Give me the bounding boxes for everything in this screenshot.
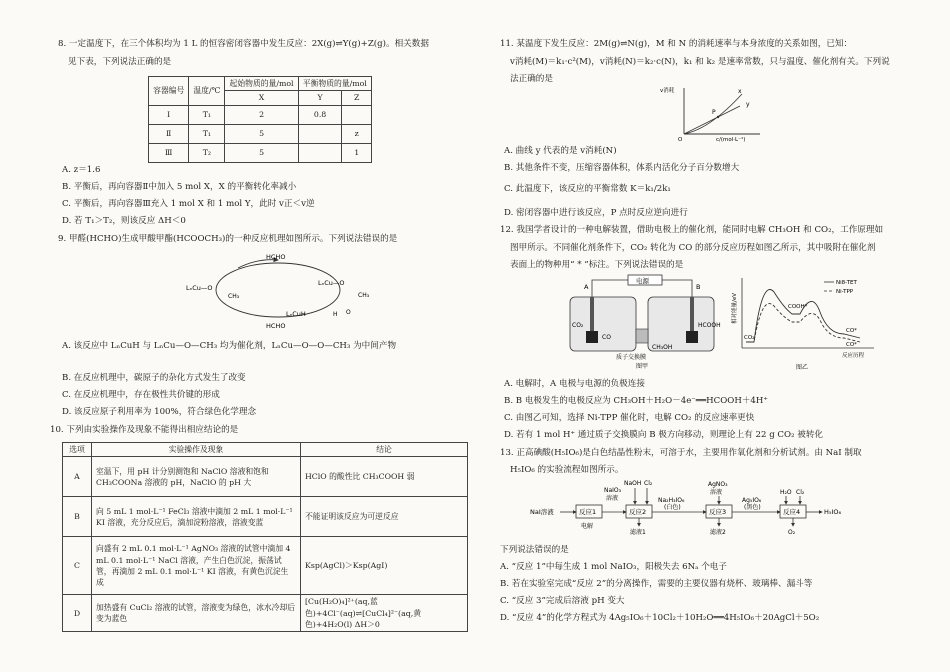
co-label: CO <box>602 334 611 341</box>
nai-label: NaI溶液 <box>530 508 554 516</box>
point-p-label: P <box>712 109 716 116</box>
q10-row-c-conclusion: Ksp(AgCl)＞Ksp(AgI) <box>301 537 468 595</box>
q13-option-c: C. “反应 3”完成后溶液 pH 变大 <box>500 596 625 606</box>
electrode-b <box>690 297 694 331</box>
q8-r3-y <box>298 143 342 162</box>
q8-th-x: X <box>225 91 298 105</box>
ch3-label-1: CH₃ <box>228 293 240 300</box>
electrode-a <box>590 297 594 331</box>
q11-option-d: D. 密闭容器中进行该反应，P 点时反应逆向进行 <box>504 208 688 218</box>
wire-left <box>592 280 628 297</box>
q8-r3-t: T₂ <box>189 143 225 162</box>
electrolysis-label: 电解 <box>581 523 594 530</box>
q12-option-b: B. B 电极发生的电极反应为 CH₃OH＋H₂O－4e⁻══HCOOH＋4H⁺ <box>504 396 768 406</box>
q8-r3-id: Ⅲ <box>149 143 189 162</box>
electrode-b-label: B <box>696 283 701 291</box>
q12-option-a: A. 电解时，A 电极与电源的负极连接 <box>504 379 645 389</box>
co2-label: CO₂ <box>572 322 584 329</box>
q10-th-key: 选项 <box>63 443 92 457</box>
q8-option-a: A. z＝1.6 <box>62 165 101 175</box>
q8-option-d: D. 若 T₁＞T₂，则该反应 ΔH＜0 <box>62 216 186 226</box>
cl2-label-2: Cl₂ <box>796 489 805 496</box>
fig2-caption: 图乙 <box>796 364 809 371</box>
q10-row-d-conclusion: [Cu(H₂O)₄]²⁺(aq,蓝色)+4Cl⁻(aq)⇌[CuCl₄]²⁻(aq,黄色)+4H₂O(l) ΔH＞0 <box>301 595 468 632</box>
hcho-top-label: HCHO <box>266 253 286 261</box>
q12-option-c: C. 由图乙可知，选择 Ni-TPP 催化时，电解 CO₂ 的反应速率更快 <box>504 413 755 423</box>
q10-row-b-conclusion: 不能证明该反应为可逆反应 <box>301 497 468 537</box>
q8-th-eq: 平衡物质的量/mol <box>298 77 371 91</box>
q10-row-c-key: C <box>63 537 92 595</box>
filtrate-1-label: 滤液1 <box>630 529 646 536</box>
hcooh-label: HCOOH <box>698 322 721 329</box>
naio3-label: NaIO₃ <box>604 487 622 494</box>
q13-sub-stem: 下列说法错误的是 <box>500 545 569 555</box>
power-label: 电源 <box>636 277 649 285</box>
cooh-star-label: COOH* <box>788 304 808 310</box>
h-label: H <box>333 311 338 318</box>
reaction-1-label: 反应1 <box>579 508 597 516</box>
q8-r1-z <box>342 105 372 124</box>
h5io6-label: H₅IO₆ <box>824 508 842 516</box>
q8-th-z: Z <box>342 91 372 105</box>
q8-r2-y <box>298 124 342 143</box>
wire-right <box>662 280 692 297</box>
q11-stem-3: 法正确的是 <box>510 74 553 84</box>
ag5io6-label: Ag₅IO₆ <box>742 497 762 504</box>
curve-y-label: y <box>746 101 750 108</box>
q12-stem-2: 图甲所示。不同催化剂条件下，CO₂ 转化为 CO 的部分反应历程如图乙所示，其中吸附在催化剂 <box>510 243 876 253</box>
co-star-label-1: CO* <box>846 328 857 334</box>
q10-row-d-op: 加热盛有 CuCl₂ 溶液的试管，溶液变为绿色，冰水冷却后变为蓝色 <box>92 595 301 632</box>
q11-option-b: B. 其他条件不变，压缩容器体积，体系内活化分子百分数增大 <box>504 163 740 173</box>
curve-ni8-tet <box>746 289 860 342</box>
q12-figure-energy <box>728 272 878 372</box>
q8-th-y: Y <box>298 91 342 105</box>
legend-ni8-tet: Ni8-TET <box>836 280 857 286</box>
q13-option-b: B. 若在实验室完成“反应 2”的分离操作，需要的主要仪器有烧杯、玻璃棒、漏斗等 <box>500 579 813 589</box>
q8-r1-id: Ⅰ <box>149 105 189 124</box>
ch3oh-label: CH₃OH <box>652 344 673 351</box>
filtrate-2-label: 滤液2 <box>710 529 726 536</box>
q8-table <box>148 76 372 163</box>
q13-option-a: A. “反应 1”中每生成 1 mol NaIO₃，阳极失去 6Nₐ 个电子 <box>500 562 727 572</box>
q9-stem: 9. 甲醛(HCHO)生成甲酸甲酯(HCOOCH₃)的一种反应机理如图所示。下列说法错误的是 <box>58 234 398 244</box>
q8-r3-z: 1 <box>342 143 372 162</box>
q8-r1-y: 0.8 <box>298 105 342 124</box>
hcho-bottom-label: HCHO <box>266 322 286 330</box>
q8-r2-t: T₁ <box>189 124 225 143</box>
q12-option-d: D. 若有 1 mol H⁺ 通过质子交换膜向 B 极方向移动，则理论上有 22 g CO₂ 被转化 <box>504 430 824 440</box>
q8-option-b: B. 平衡后，再向容器Ⅱ中加入 5 mol X，X 的平衡转化率减小 <box>62 182 297 192</box>
electrode-a-label: A <box>584 283 589 291</box>
q8-r2-x: 5 <box>225 124 298 143</box>
q8-r1-t: T₁ <box>189 105 225 124</box>
na2h3io6-label: Na₂H₃IO₆ <box>658 497 685 504</box>
q12-figure-electrolysis <box>562 273 732 369</box>
curve-x-label: x <box>738 88 742 95</box>
q10-row-a-op: 室温下，用 pH 计分别测饱和 NaClO 溶液和饱和 CH₃COONa 溶液的 pH，NaClO 的 pH 大 <box>92 457 301 497</box>
fig1-caption: 图甲 <box>636 363 649 369</box>
q12-stem-1: 12. 我国学者设计的一种电解装置，借助电极上的催化剂，能同时电解 CH₃OH 和 CO₂，工作原理如 <box>500 225 884 235</box>
lncu-o-label: LₙCu—O <box>186 284 213 292</box>
q9-option-b: B. 在反应机理中，碳原子的杂化方式发生了改变 <box>62 373 246 383</box>
origin-label: O <box>678 137 683 142</box>
q10-row-a-conclusion: HClO 的酸性比 CH₃COOH 弱 <box>301 457 468 497</box>
energy-xlabel: 反应历程 <box>842 353 865 359</box>
q9-option-a: A. 该反应中 LₙCuH 与 LₙCu—O—CH₃ 均为催化剂，LₙCu—O—O—CH₃ 为中间产物 <box>62 341 397 351</box>
q11-rate-graph <box>660 84 770 142</box>
black-label: (黑色) <box>744 504 761 511</box>
agno3-solution-label: 溶液 <box>710 489 723 496</box>
o-label: O <box>346 309 351 316</box>
cycle-ellipse <box>216 263 340 317</box>
lncu-o-o-label: LₙCu—O <box>318 279 345 287</box>
agno3-label: AgNO₃ <box>708 481 728 488</box>
co-star-label-2: CO* <box>846 342 857 348</box>
naio3-solution-label: 溶液 <box>606 495 619 502</box>
electrode-b-plate <box>686 331 698 343</box>
lncuh-label: LₙCuH <box>286 310 306 318</box>
q9-option-d: D. 该反应原子利用率为 100%，符合绿色化学理念 <box>62 407 257 417</box>
q12-stem-3: 表面上的物种用“ * ”标注。下列说法错误的是 <box>510 260 684 270</box>
q11-option-c: C. 此温度下，该反应的平衡常数 K＝k₁/2k₁ <box>504 184 671 194</box>
ch3-label-2: CH₃ <box>358 292 370 299</box>
q10-th-op: 实验操作及现象 <box>92 443 301 457</box>
proton-exchange-membrane <box>636 329 648 343</box>
q10-table <box>62 442 468 632</box>
q10-th-conclusion: 结论 <box>301 443 468 457</box>
legend-ni-tpp: Ni-TPP <box>836 289 854 295</box>
membrane-label: 质子交换膜 <box>616 354 647 361</box>
electrode-a-plate <box>586 331 598 343</box>
naoh-label: NaOH <box>624 480 642 487</box>
q8-r2-z: z <box>342 124 372 143</box>
co2-energy-label: CO₂ <box>744 335 755 341</box>
q9-option-c: C. 在反应机理中，存在极性共价键的形成 <box>62 390 220 400</box>
o2-label: O₂ <box>788 529 796 536</box>
energy-ylabel: 相对能量/eV <box>732 293 738 324</box>
q8-r1-x: 2 <box>225 105 298 124</box>
graph-xlabel: c/(mol·L⁻¹) <box>716 137 746 142</box>
q8-stem-2: 见下表，下列说法正确的是 <box>68 57 172 67</box>
q8-r2-id: Ⅱ <box>149 124 189 143</box>
q11-option-a: A. 曲线 y 代表的是 v消耗(N) <box>504 146 617 156</box>
reaction-3-label: 反应3 <box>709 508 727 516</box>
q13-option-d: D. “反应 4”的化学方程式为 4Ag₅IO₆＋10Cl₂＋10H₂O══4H₅IO₆＋20AgCl＋5O₂ <box>500 613 820 623</box>
q8-th-temp: 温度/℃ <box>189 77 225 106</box>
q10-stem: 10. 下列由实验操作及现象不能得出相应结论的是 <box>50 425 239 435</box>
q8-option-c: C. 平衡后，再向容器Ⅲ充入 1 mol X 和 1 mol Y，此时 v正＜v逆 <box>62 199 315 209</box>
q10-row-b-op: 向 5 mL 1 mol·L⁻¹ FeCl₃ 溶液中滴加 2 mL 1 mol·L⁻¹ KI 溶液，充分反应后，滴加淀粉溶液，溶液变蓝 <box>92 497 301 537</box>
q8-th-start: 起始物质的量/mol <box>225 77 298 91</box>
q8-stem-1: 8. 一定温度下，在三个体积均为 1 L 的恒容密闭容器中发生反应：2X(g)⇌Y(g)+Z(g)。相关数据 <box>58 39 429 49</box>
cl2-label-1: Cl₂ <box>644 480 653 487</box>
q11-stem-1: 11. 某温度下发生反应：2M(g)⇌N(g)，M 和 N 的消耗速率与本身浓度的关系如图，已知： <box>500 39 853 49</box>
q13-stem-2: H₅IO₆ 的实验流程如图所示。 <box>510 465 624 475</box>
q8-r3-x: 5 <box>225 143 298 162</box>
q10-row-a-key: A <box>63 457 92 497</box>
q10-row-d-key: D <box>63 595 92 632</box>
reaction-2-label: 反应2 <box>629 508 647 516</box>
q13-flowchart <box>530 480 880 536</box>
q10-row-c-op: 向盛有 2 mL 0.1 mol·L⁻¹ AgNO₃ 溶液的试管中滴加 4 mL 0.1 mol·L⁻¹ NaCl 溶液，产生白色沉淀，振荡试管，再滴加 2 mL 0.1 mol·L⁻¹ KI 溶液，有黄色沉淀生成 <box>92 537 301 595</box>
q8-th-id: 容器编号 <box>149 77 189 106</box>
graph-ylabel: v消耗 <box>660 88 675 94</box>
q9-mechanism-diagram <box>178 250 378 332</box>
reaction-4-label: 反应4 <box>783 508 801 516</box>
h2o-label: H₂O <box>780 489 792 496</box>
point-p <box>717 116 719 118</box>
q10-row-b-key: B <box>63 497 92 537</box>
q11-stem-2: v消耗(M)＝k₁·c²(M)，v消耗(N)＝k₂·c(N)，k₁ 和 k₂ 是速率常数，只与温度、催化剂有关。下列说 <box>510 57 890 67</box>
white-label: (白色) <box>664 504 681 511</box>
q13-stem-1: 13. 正高碘酸(H₅IO₆)是白色结晶性粉末，可溶于水，主要用作氧化剂和分析试剂。由 NaI 制取 <box>500 448 862 458</box>
